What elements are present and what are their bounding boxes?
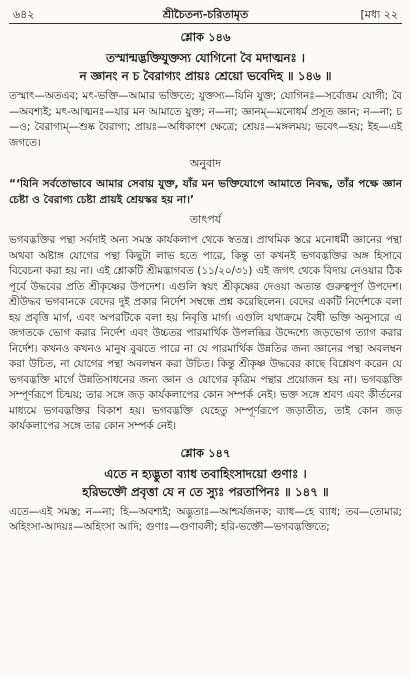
running-title: শ্রীচৈতন্য-চরিতামৃত — [162, 8, 249, 21]
section-marker: [মধ্য ২২ — [360, 8, 398, 21]
page-header — [9, 4, 402, 22]
verse-147-label: শ্লোক ১৪৭ — [180, 445, 231, 460]
verse-146-word-meanings: তস্মাৎ—অতএব; মৎ-ভক্তি—আমার ভক্তিতে; যুক্তস্য—যিনি যুক্ত; যোগিনঃ—সর্বোত্তম যোগী; বৈ—অবশ্যই; মৎ-আত্মনঃ—যার মন আমাতে যুক্ত; ন—না; জ্ঞানম্—মনোধর্ম প্রসূত জ্ঞান; ন—না; চ—ও; বৈরাগ্যম্—শুষ্ক বৈরাগ্য; প্রায়ঃ—অধিকাংশ ক্ষেত্রে; শ্রেয়ঃ—মঙ্গলময়; ভবেৎ—হয়; ইহ—এই জগতে। — [9, 90, 402, 149]
verse-146-line-2: ন জ্ঞানং ন চ বৈরাগ্যং প্রায়ঃ শ্রেয়ো ভবেদিহ ॥ ১৪৬ ॥ — [79, 69, 332, 83]
verse-147-line-2: হরিভক্তৌ প্রবৃত্তা যে ন তে স্যুঃ পরতাপিনঃ ॥ ১৪৭ ॥ — [82, 484, 329, 499]
verse-146-purport: ভগবদ্ভক্তির পন্থা সর্বদাই অন্য সমস্ত কার্যকলাপ থেকে স্বতন্ত্র। প্রাথমিক স্তরে মনোধর্মী জ্ঞানের পন্থা অথবা অষ্টাঙ্গ যোগের পন্থা কিছুটা লাভ হতে পারে, কিন্তু তা কখনই ভগবদ্ভক্তির অঙ্গ হিসাবে বিবেচনা করা হয় না। এই শ্লোকটি শ্রীমদ্ভাগবত (১১/২০/৩১) এই জগৎ থেকে বিদায় নেওয়ার ঠিক পূর্বে উদ্ধবের প্রতি শ্রীকৃষ্ণের উপদেশ। এগুলি স্বয়ং শ্রীকৃষ্ণের দেওয়া অত্যন্ত গুরুত্বপূর্ণ উপদেশ। শ্রীউদ্ধব ভগবানকে বেদের দুই প্রকার নির্দেশ সম্বন্ধে প্রশ্ন করেছিলেন। বেদের একটি নির্দেশকে বলা হয় প্রবৃত্তি মার্গ, এবং অপরটিকে বলা হয় নিবৃত্তি মার্গ। এগুলি যথাক্রমে বৈধী ভক্তি অনুসারে এ জগতকে ভোগ করার নির্দেশ এবং উচ্চতর পারমার্থিক উপলব্ধির উদ্দেশ্যে জড়ভোগ ত্যাগ করার নির্দেশ। কখনও কখনও মানুষ বুঝতে পারে না যে পারমার্থিক উন্নতির জন্য জ্ঞানের পন্থা অবলম্বন করা উচিত, না যোগের পন্থা অবলম্বন করা উচিত। কিন্তু শ্রীকৃষ্ণ উদ্ধবের কাছে বিশ্লেষণ করেন যে ভগবদ্ভক্তি মার্গে উন্নতিসাধনের জন্য জ্ঞান ও যোগের কৃত্রিম পন্থার প্রয়োজন হয় না। ভগবদ্ভক্তি সম্পূর্ণরূপে চিন্ময়; তার সঙ্গে জড় কার্যকলাপের কোন সম্পর্ক নেই। ভক্ত সঙ্গে শ্রবণ এবং কীর্তনের মাধ্যমে ভগবদ্ভক্তির বিকাশ হয়। ভগবদ্ভক্তি যেহেতু সম্পূর্ণরূপে জড়াতীত, তাই কোন জড় কার্যকলাপের সঙ্গে তার কোন সম্পর্ক নেই। — [9, 234, 402, 432]
verse-146-line-1: তস্মান্মদ্ভক্তিযুক্তস্য যোগিনো বৈ মদাত্মনঃ । — [105, 51, 306, 65]
purport-label: তাৎপর্য — [189, 213, 222, 226]
verse-146-translation: “‘যিনি সর্বতোভাবে আমার সেবায় যুক্ত, যাঁর মন ভক্তিযোগে আমাতে নিবদ্ধ, তাঁর পক্ষে জ্ঞান চেষ্টা ও বৈরাগ্য চেষ্টা প্রায়ই শ্রেয়স্কর হয় না।’ — [9, 178, 402, 206]
page-number: ৬৪২ — [13, 8, 35, 21]
verse-146-label: শ্লোক ১৪৬ — [180, 30, 231, 44]
verse-147-line-1: এতে ন হ্যদ্ভুতা ব্যাধ তবাহিংসাদয়ো গুণাঃ । — [104, 466, 307, 481]
verse-147-word-meanings: এতে—এই সমস্ত; ন—না; হি—অবশ্যই; অদ্ভুতাঃ—আশ্চর্যজনক; ব্যাধ—হে ব্যাধ; তব—তোমার; অহিংসা-আদয়ঃ—অহিংসা আদি; গুণাঃ—গুণাবলী; হরি-ভক্তৌ—ভগবদ্ভক্তিতে; — [9, 505, 402, 533]
translation-label: অনুবাদ — [189, 157, 222, 170]
